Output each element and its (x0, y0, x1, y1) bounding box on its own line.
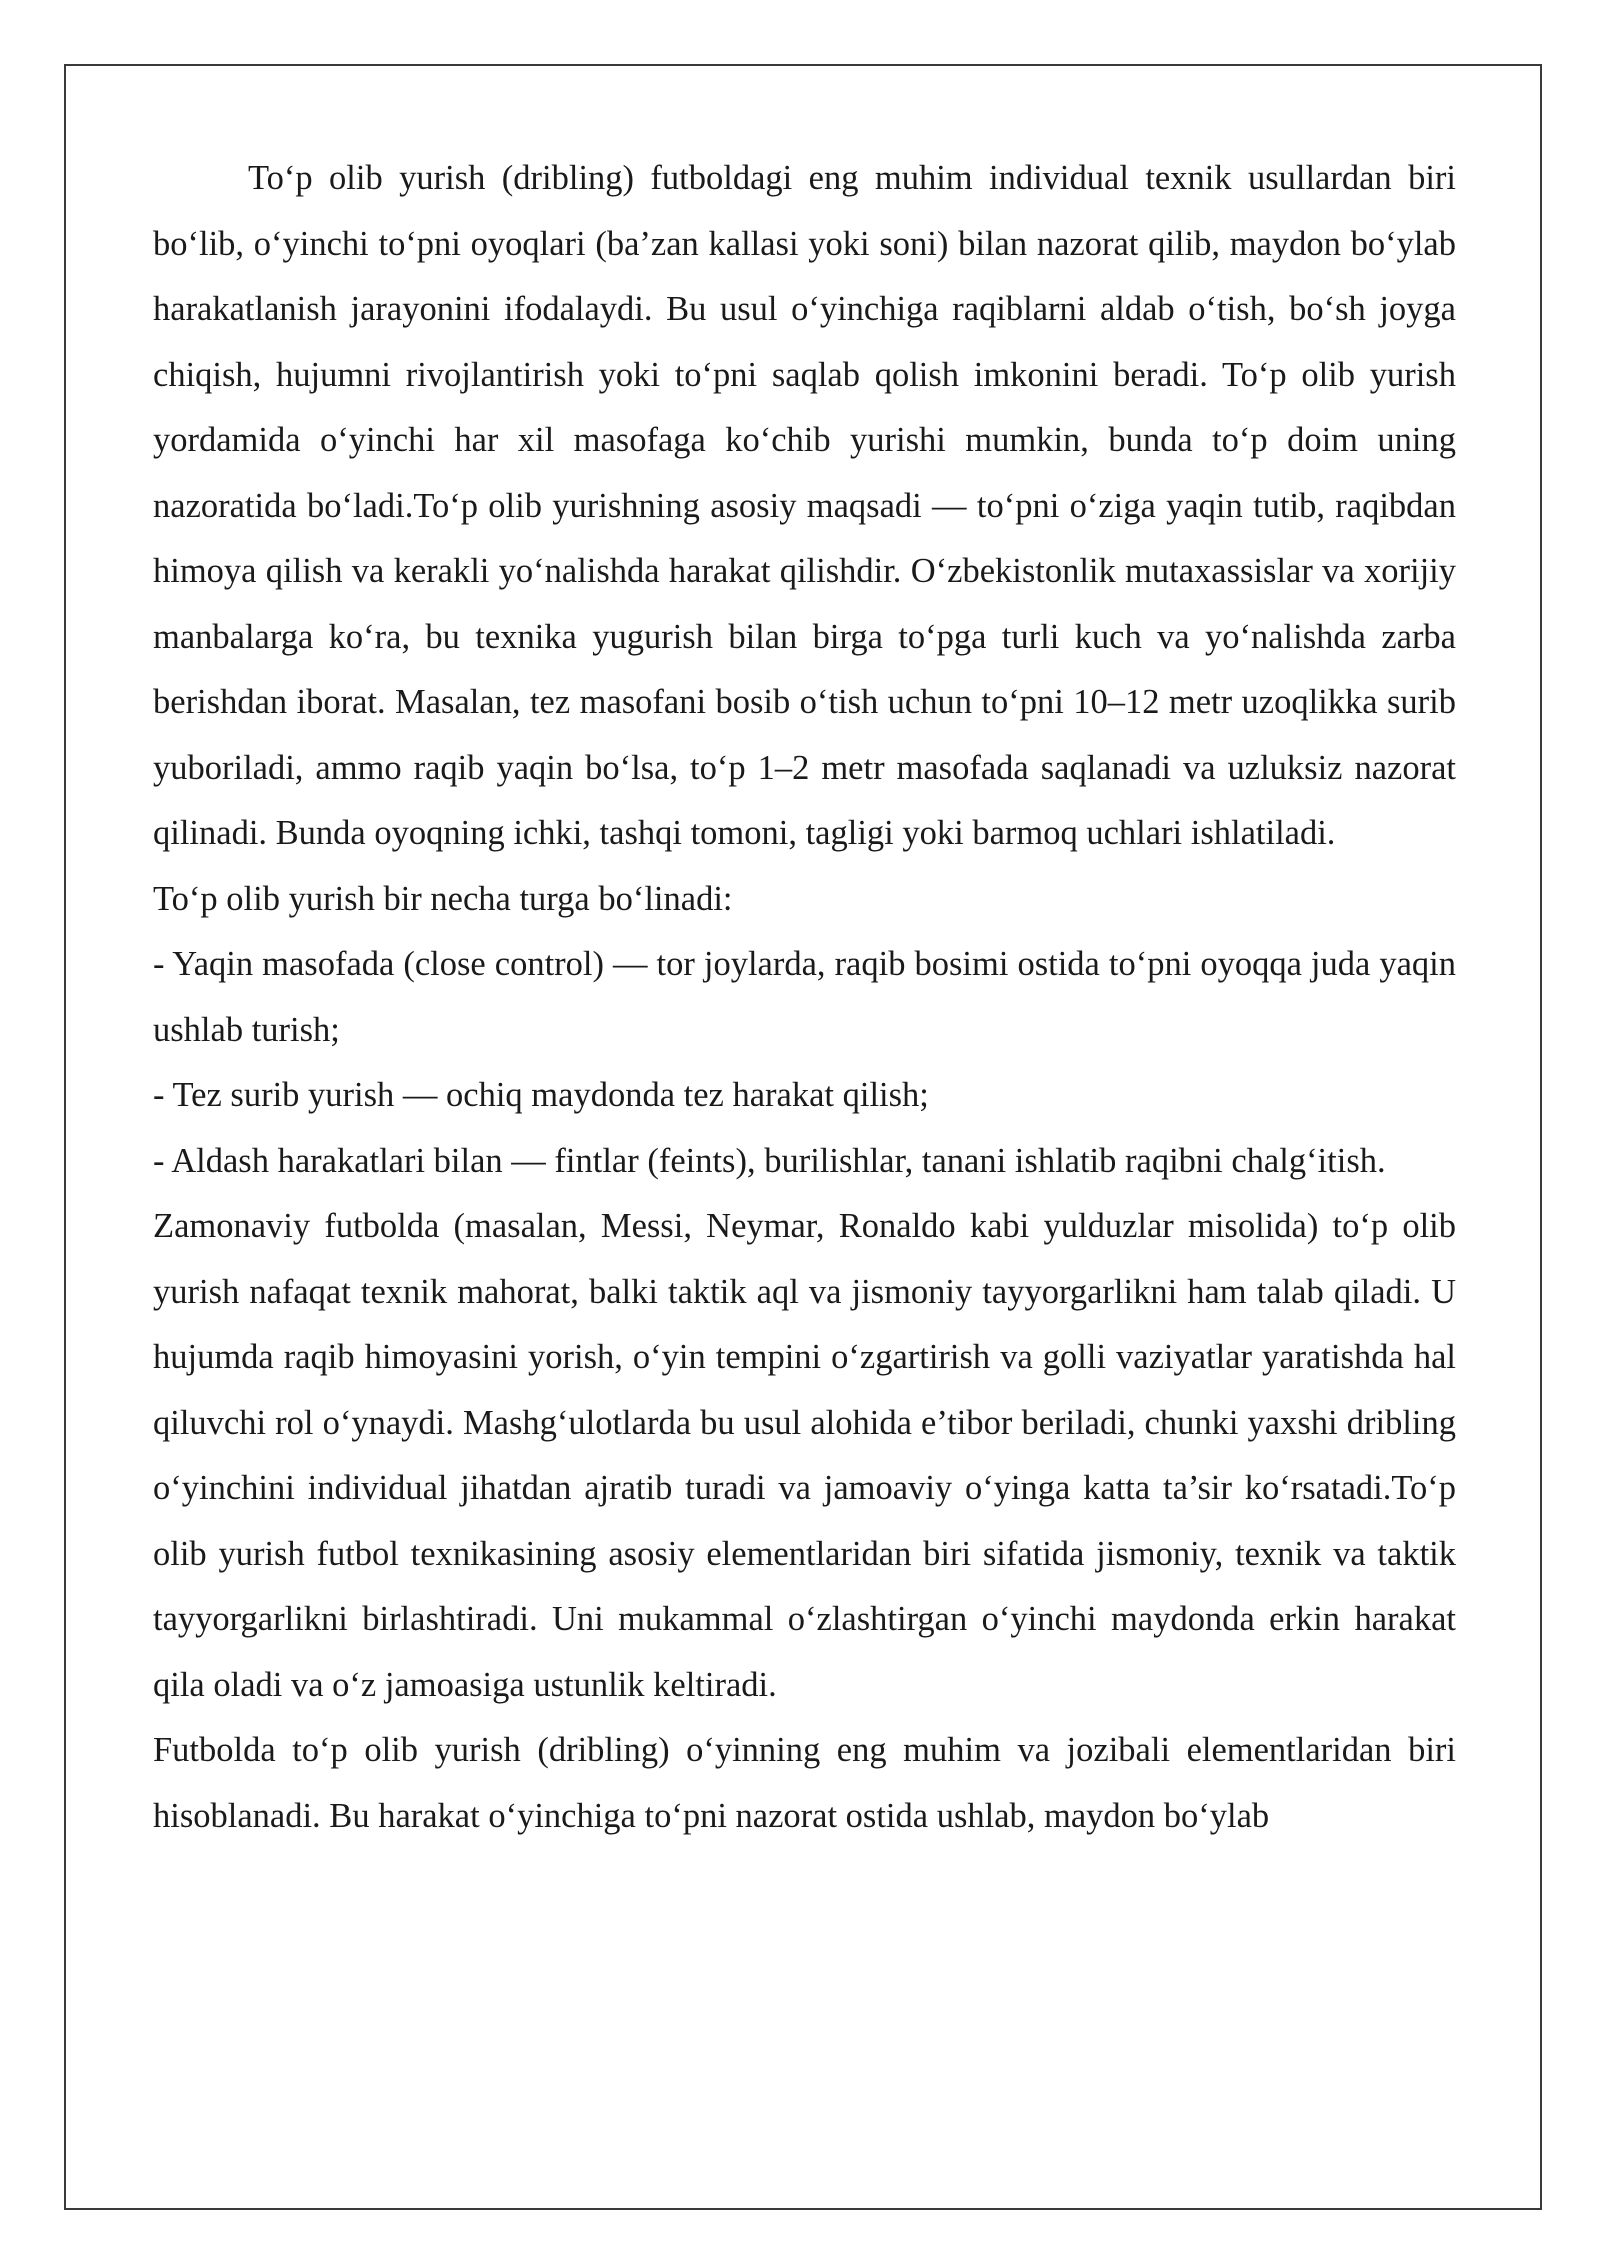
list-item-fast-dribble: - Tez surib yurish — ochiq maydonda tez harakat qilish; (153, 1076, 929, 1114)
list-item-feints: - Aldash harakatlari bilan — fintlar (feints), burilishlar, tanani ishlatib raqibni chalg‘itish. (153, 1141, 1386, 1180)
paragraph-modern-football: Zamonaviy futbolda (masalan, Messi, Neymar, Ronaldo kabi yulduzlar misolida) to‘p olib yurish nafaqat texnik mahorat, balki taktik aql va jismoniy tayyorgarlikni ham talab qiladi. U hujumda raqib himoyasini yorish, o‘yin tempini o‘zgartirish va golli vaziyatlar yaratishda hal qiluvchi rol o‘ynaydi. Mashg‘ulotlarda bu usul alohida e’tibor beriladi, chunki yaxshi dribling o‘yinchini individual jihatdan ajratib turadi va jamoaviy o‘yinga katta ta’sir ko‘rsatadi.To‘p olib yurish futbol texnikasining asosiy elementlaridan biri sifatida jismoniy, texnik va taktik tayyorgarlikni birlashtiradi. Uni mukammal o‘zlashtirgan o‘yinchi maydonda erkin harakat qila oladi va o‘z jamoasiga ustunlik keltiradi. (153, 1207, 1456, 1704)
paragraph-types-heading: To‘p olib yurish bir necha turga bo‘linadi: (153, 879, 733, 918)
paragraph-dribbling-continued: Futbolda to‘p olib yurish (dribling) o‘yinning eng muhim va jozibali elementlaridan biri hisoblanadi. Bu harakat o‘yinchiga to‘pni nazorat ostida ushlab, maydon bo‘ylab (153, 1731, 1456, 1835)
document-body (153, 146, 1456, 1849)
paragraph-intro: To‘p olib yurish (dribling) futboldagi eng muhim individual texnik usullardan biri bo‘lib, o‘yinchi to‘pni oyoqlari (ba’zan kallasi yoki soni) bilan nazorat qilib, maydon bo‘ylab harakatlanish jarayonini ifodalaydi. Bu usul o‘yinchiga raqiblarni aldab o‘tish, bo‘sh joyga chiqish, hujumni rivojlantirish yoki to‘pni saqlab qolish imkonini beradi. To‘p olib yurish yordamida o‘yinchi har xil masofaga ko‘chib yurishi mumkin, bunda to‘p doim uning nazoratida bo‘ladi.To‘p olib yurishning asosiy maqsadi — to‘pni o‘ziga yaqin tutib, raqibdan himoya qilish va kerakli yo‘nalishda harakat qilishdir. O‘zbekistonlik mutaxassislar va xorijiy manbalarga ko‘ra, bu texnika yugurish bilan birga to‘pga turli kuch va yo‘nalishda zarba berishdan iborat. Masalan, tez masofani bosib o‘tish uchun to‘pni 10–12 metr uzoqlikka surib yuboriladi, ammo raqib yaqin bo‘lsa, to‘p 1–2 metr masofada saqlanadi va uzluksiz nazorat qilinadi. Bunda oyoqning ichki, tashqi tomoni, tagligi yoki barmoq uchlari ishlatiladi. (153, 159, 1456, 852)
list-item-close-control: - Yaqin masofada (close control) — tor joylarda, raqib bosimi ostida to‘pni oyoqqa juda yaqin ushlab turish; (153, 945, 1456, 1049)
